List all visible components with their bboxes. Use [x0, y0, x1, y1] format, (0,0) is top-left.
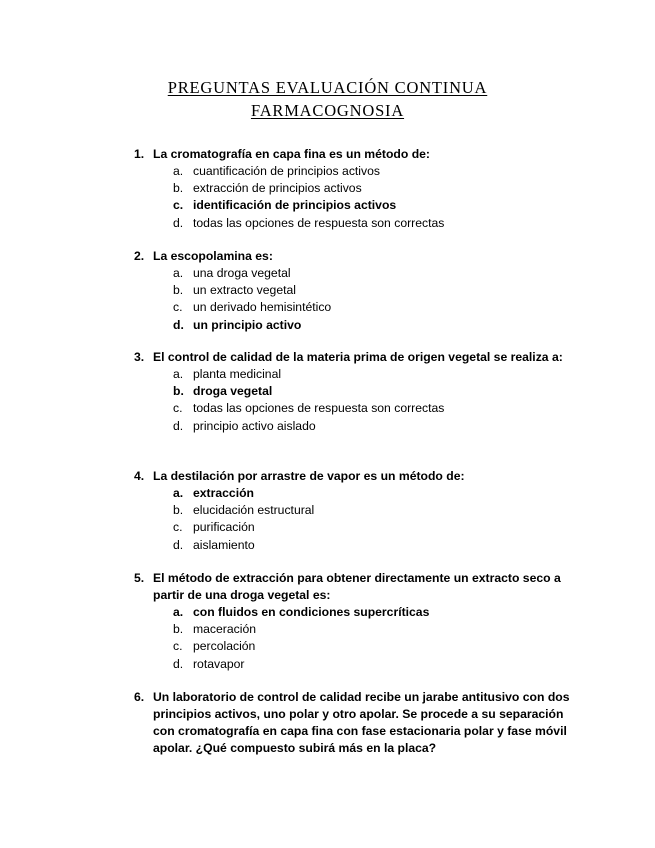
question-text: El control de calidad de la materia prima de origen vegetal se realiza a: — [153, 350, 563, 364]
option-a — [134, 265, 584, 282]
option-text: planta medicinal — [193, 367, 282, 381]
option-letter: b. — [173, 283, 184, 298]
option-letter: a. — [173, 164, 184, 178]
option-text: aislamiento — [193, 537, 255, 552]
option-a — [134, 366, 584, 383]
question-1 — [134, 146, 584, 232]
option-d — [134, 418, 584, 435]
question-text: Un laboratorio de control de calidad recibe un jarabe antitusivo con dos principios activos, uno polar y otro apolar. Se procede a su separación con cromatografía en capa fina con fase estacionaria polar y fase móvil apolar. ¿Qué compuesto subirá más en la placa? — [153, 690, 570, 755]
option-b — [134, 502, 584, 519]
option-d-correct — [134, 317, 584, 334]
question-text: La escopolamina es: — [153, 249, 273, 263]
option-letter: c. — [173, 300, 183, 315]
option-a — [134, 163, 584, 180]
option-letter: b. — [173, 181, 184, 196]
option-letter: c. — [173, 198, 184, 213]
option-text: un derivado hemisintético — [193, 300, 332, 315]
option-letter: a. — [173, 367, 184, 381]
option-text: rotavapor — [193, 656, 245, 671]
option-letter: c. — [173, 520, 183, 535]
option-text: extracción — [193, 486, 254, 500]
option-text: un principio activo — [193, 317, 302, 332]
option-b — [134, 180, 584, 197]
option-text: extracción de principios activos — [193, 181, 362, 196]
option-text: purificación — [193, 520, 255, 535]
option-c — [134, 400, 584, 417]
option-text: identificación de principios activos — [193, 198, 397, 213]
document-title-line-1: PREGUNTAS EVALUACIÓN CONTINUA — [167, 78, 488, 97]
option-text: con fluidos en condiciones supercríticas — [193, 605, 430, 619]
option-letter: d. — [173, 537, 184, 552]
option-b — [134, 621, 584, 638]
option-text: una droga vegetal — [193, 266, 291, 280]
option-letter: b. — [173, 503, 184, 518]
option-letter: c. — [173, 639, 183, 654]
question-number: 6. — [134, 690, 145, 704]
option-letter: c. — [173, 401, 183, 416]
option-text: droga vegetal — [193, 384, 273, 399]
question-text: La cromatografía en capa fina es un método de: — [153, 147, 430, 161]
question-4 — [134, 468, 584, 554]
option-a-correct — [134, 485, 584, 502]
option-c-correct — [134, 197, 584, 214]
option-c — [134, 519, 584, 536]
question-text: La destilación por arrastre de vapor es un método de: — [153, 469, 465, 483]
option-d — [134, 215, 584, 232]
question-3 — [134, 349, 584, 435]
question-number: 3. — [134, 350, 145, 364]
option-text: elucidación estructural — [193, 503, 315, 518]
option-letter: a. — [173, 486, 184, 500]
question-5 — [134, 570, 584, 673]
option-c — [134, 299, 584, 316]
question-2 — [134, 248, 584, 334]
option-letter: d. — [173, 418, 184, 433]
option-letter: d. — [173, 656, 184, 671]
option-a-correct — [134, 604, 584, 621]
question-number: 1. — [134, 147, 145, 161]
option-d — [134, 656, 584, 673]
question-text: El método de extracción para obtener directamente un extracto seco a partir de una droga vegetal es: — [153, 571, 561, 602]
option-text: principio activo aislado — [193, 418, 316, 433]
option-b-correct — [134, 383, 584, 400]
option-letter: b. — [173, 622, 184, 637]
question-number: 5. — [134, 571, 145, 585]
question-number: 4. — [134, 469, 145, 483]
option-b — [134, 282, 584, 299]
option-text: todas las opciones de respuesta son correctas — [193, 401, 445, 416]
option-letter: a. — [173, 266, 184, 280]
option-letter: b. — [173, 384, 184, 399]
option-text: cuantificación de principios activos — [193, 164, 380, 178]
option-letter: a. — [173, 605, 184, 619]
option-d — [134, 537, 584, 554]
option-letter: d. — [173, 215, 184, 230]
question-6 — [134, 689, 584, 757]
option-text: todas las opciones de respuesta son correctas — [193, 215, 445, 230]
document-title-line-2: FARMACOGNOSIA — [250, 101, 405, 120]
option-text: un extracto vegetal — [193, 283, 296, 298]
option-letter: d. — [173, 317, 184, 332]
option-text: maceración — [193, 622, 256, 637]
question-number: 2. — [134, 249, 145, 263]
option-c — [134, 638, 584, 655]
option-text: percolación — [193, 639, 256, 654]
